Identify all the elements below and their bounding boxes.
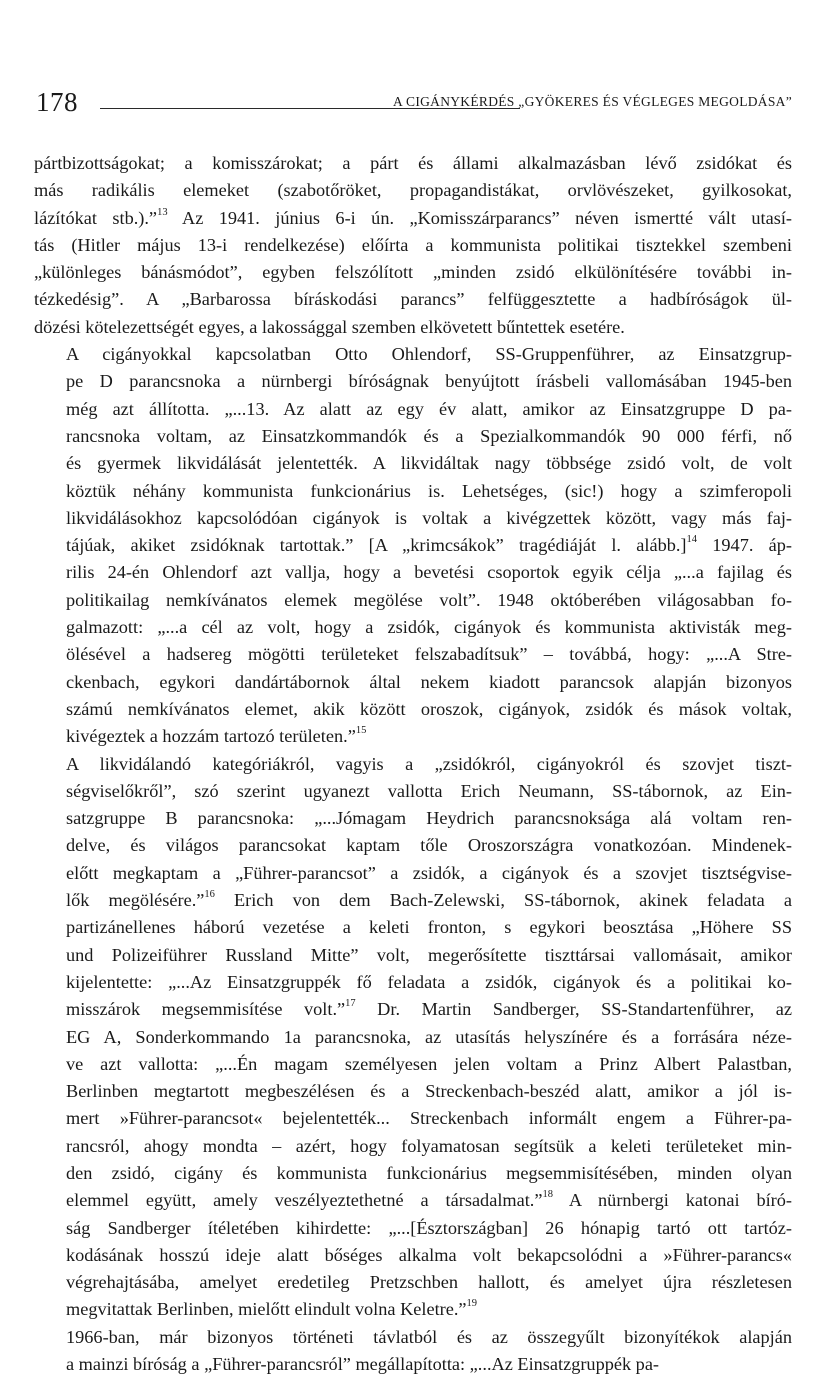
- paragraph: [34, 751, 792, 1324]
- text-segment: ségviselőkről”, szó szerint ugyanezt vallotta Erich Neumann, SS-tábornok, az Ein-: [66, 780, 792, 801]
- text-line: [34, 887, 792, 914]
- text-line: [34, 423, 792, 450]
- text-segment: megvitattak Berlinben, mielőtt elindult volna Keletre.”: [66, 1299, 467, 1320]
- text-line: [34, 1024, 792, 1051]
- text-segment: A likvidálandó kategóriákról, vagyis a „zsidókról, cigányokról és szovjet tiszt-: [66, 753, 792, 774]
- text-line: [34, 832, 792, 859]
- text-line: [34, 532, 792, 559]
- footnote-marker: 18: [542, 1189, 553, 1201]
- text-segment: den zsidó, cigány és kommunista funkcionárius megsemmisítésében, minden olyan: [66, 1162, 792, 1183]
- text-segment: rancsnoka voltam, az Einsatzkommandók és a Spezialkommandók 90 000 férfi, nő: [66, 425, 792, 446]
- text-line: [34, 1105, 792, 1132]
- text-line: [34, 368, 792, 395]
- footnote-marker: 16: [204, 889, 215, 901]
- text-segment: a mainzi bíróság a „Führer-parancsról” megállapította: „...Az Einsatzgruppék pa-: [66, 1354, 660, 1375]
- text-segment: és gyermek likvidálását jelentették. A likvidáltak nagy többsége zsidó volt, de volt: [66, 453, 792, 474]
- text-segment: Dr. Martin Sandberger, SS-Standartenführer, az: [355, 999, 792, 1020]
- text-line: [34, 696, 792, 723]
- text-segment: előtt megkaptam a „Führer-parancsot” a zsidók, a cigányok és a szovjet tisztségvise-: [66, 862, 792, 883]
- text-segment: likvidálásokhoz kapcsolódóan cigányok is voltak a kivégzettek között, vagy más faj-: [66, 507, 792, 528]
- text-line: [34, 723, 792, 750]
- text-line: [34, 669, 792, 696]
- text-line: [34, 205, 792, 232]
- text-segment: ság Sandberger ítéletében kihirdette: „...[Észtországban] 26 hónapig tartó ott tartóz-: [66, 1217, 792, 1238]
- text-line: [34, 641, 792, 668]
- text-segment: A nürnbergi katonai bíró-: [553, 1190, 792, 1211]
- text-segment: ckenbach, egykori dandártábornok által nekem kiadott parancsok alapján bizonyos: [66, 671, 792, 692]
- text-line: [34, 559, 792, 586]
- paragraph: [34, 150, 792, 341]
- text-segment: ölésével a hadsereg mögötti területeket felszabadítsuk” – továbbá, hogy: „...A Stre-: [66, 644, 792, 665]
- text-segment: még azt állította. „...13. Az alatt az egy év alatt, amikor az Einsatzgruppe D pa-: [66, 398, 792, 419]
- text-segment: tás (Hitler május 13-i rendelkezése) előírta a kommunista politikai tisztekkel szembeni: [34, 234, 792, 255]
- running-title: A CIGÁNYKÉRDÉS „GYÖKERES ÉS VÉGLEGES MEGOLDÁSA”: [393, 94, 792, 109]
- paragraph: [34, 341, 792, 750]
- text-segment: rancsról, ahogy mondta – azért, hogy folyamatosan segítsük a keleti területeket min-: [66, 1135, 792, 1156]
- page-number: 178: [36, 87, 78, 117]
- text-line: [34, 232, 792, 259]
- text-segment: pártbizottságokat; a komisszárokat; a párt és állami alkalmazásban lévő zsidókat és: [34, 153, 792, 173]
- body-text: [34, 150, 792, 1378]
- text-segment: satzgruppe B parancsnoka: „...Jómagam Heydrich parancsnoksága alá voltam ren-: [66, 808, 792, 829]
- text-segment: lázítókat stb.).”: [34, 207, 158, 228]
- text-line: [34, 478, 792, 505]
- footnote-marker: 19: [466, 1298, 478, 1310]
- text-line: [34, 1078, 792, 1105]
- text-line: [34, 1160, 792, 1187]
- text-line: [34, 286, 792, 313]
- text-line: [34, 1133, 792, 1160]
- text-line: [34, 614, 792, 641]
- text-segment: más radikális elemeket (szabotőröket, propagandistákat, orvlövészeket, gyilkosokat,: [34, 180, 792, 201]
- footnote-marker: 15: [355, 725, 367, 737]
- text-line: [34, 1051, 792, 1078]
- text-segment: 1966-ban, már bizonyos történeti távlatból és az összegyűlt bizonyítékok alapján: [66, 1326, 792, 1347]
- text-line: [34, 1187, 792, 1214]
- text-line: [34, 778, 792, 805]
- text-line: [34, 1324, 792, 1351]
- footnote-marker: 13: [157, 206, 168, 218]
- text-segment: Berlinben megtartott megbeszélésen és a Streckenbach-beszéd alatt, amikor a jól is-: [66, 1081, 792, 1102]
- text-segment: kijelentette: „...Az Einsatzgruppék fő feladata a zsidók, cigányok és a politikai ko-: [66, 971, 792, 992]
- text-segment: 1947. áp-: [697, 535, 793, 556]
- text-segment: lők megölésére.”: [66, 890, 205, 911]
- footnote-marker: 14: [686, 534, 698, 546]
- text-line: [34, 1269, 792, 1296]
- text-segment: köztük néhány kommunista funkcionárius is. Lehetséges, (sic!) hogy a szimferopoli: [66, 480, 792, 501]
- text-line: [34, 942, 792, 969]
- text-segment: A cigányokkal kapcsolatban Otto Ohlendorf, SS-Gruppenführer, az Einsatzgrup-: [66, 344, 792, 365]
- text-segment: tézkedésig”. A „Barbarossa bíráskodási parancs” felfüggesztette a hadbíróságok ül-: [34, 289, 792, 310]
- text-line: [34, 587, 792, 614]
- text-segment: kodásának hosszú ideje alatt bőséges alkalma volt bekapcsolódni a »Führer-parancs«: [66, 1244, 792, 1265]
- text-segment: Az 1941. június 6-i ún. „Komisszárparancs” néven ismertté vált utasí-: [167, 207, 793, 228]
- text-line: [34, 860, 792, 887]
- text-segment: pe D parancsnoka a nürnbergi bíróságnak benyújtott írásbeli vallomásában 1945-ben: [66, 371, 792, 392]
- text-line: [34, 914, 792, 941]
- text-line: [34, 450, 792, 477]
- text-segment: ve azt vallotta: „...Én magam személyesen jelen voltam a Prinz Albert Palastban,: [66, 1053, 792, 1074]
- text-line: [34, 396, 792, 423]
- text-segment: und Polizeiführer Russland Mitte” volt, megerősítette tiszttársai vallomásait, amikor: [66, 944, 792, 965]
- text-segment: végrehajtásába, amelyet eredetileg Pretzschben hallott, és amelyet újra részletesen: [66, 1272, 792, 1293]
- text-line: [34, 150, 792, 177]
- text-line: [34, 1351, 792, 1378]
- text-segment: EG A, Sonderkommando 1a parancsnoka, az utasítás helyszínére és a forrására néze-: [66, 1026, 792, 1047]
- text-segment: Erich von dem Bach-Zelewski, SS-tábornok, akinek feladata a: [214, 890, 792, 911]
- page-header: [36, 84, 792, 120]
- text-segment: kivégeztek a hozzám tartozó területen.”: [66, 726, 356, 747]
- text-segment: „különleges bánásmódot”, egyben felszólított „minden zsidó elkülönítésére további in-: [34, 262, 792, 283]
- text-line: [34, 751, 792, 778]
- text-segment: galmazott: „...a cél az volt, hogy a zsidók, cigányok és kommunista aktivisták meg-: [66, 617, 792, 638]
- text-segment: dözési kötelezettségét egyes, a lakossággal szemben elkövetett bűntettek esetére.: [34, 316, 625, 337]
- text-line: [34, 177, 792, 204]
- text-line: [34, 969, 792, 996]
- text-line: [34, 805, 792, 832]
- text-line: [34, 996, 792, 1023]
- text-segment: mert »Führer-parancsot« bejelentették... Streckenbach informált engem a Führer-pa-: [66, 1108, 792, 1129]
- text-line: [34, 1242, 792, 1269]
- text-segment: partizánellenes háború vezetése a keleti fronton, s egykori beosztása „Höhere SS: [66, 917, 792, 938]
- text-segment: misszárok megsemmisítése volt.”: [66, 999, 346, 1020]
- text-line: [34, 1215, 792, 1242]
- text-segment: politikailag nemkívánatos elemek megölése volt”. 1948 októberében világosabban fo-: [66, 589, 792, 610]
- text-line: [34, 341, 792, 368]
- text-line: [34, 505, 792, 532]
- text-segment: rilis 24-én Ohlendorf azt vallja, hogy a bevetési csoportok egyik célja „...a fajilag és: [66, 562, 792, 583]
- text-segment: delve, és világos parancsokat kaptam tőle Oroszországra vonatkozóan. Mindenek-: [66, 835, 792, 856]
- text-line: [34, 259, 792, 286]
- paragraph: [34, 1324, 792, 1378]
- text-segment: számú nemkívánatos elemet, akik között oroszok, cigányok, zsidók és mások voltak,: [66, 698, 792, 719]
- text-line: [34, 314, 792, 341]
- footnote-marker: 17: [345, 998, 356, 1010]
- text-segment: elemmel együtt, amely veszélyeztethetné a társadalmat.”: [66, 1190, 543, 1211]
- text-segment: tájúak, akiket zsidóknak tartottak.” [A „krimcsákok” tragédiáját l. alább.]: [66, 535, 687, 556]
